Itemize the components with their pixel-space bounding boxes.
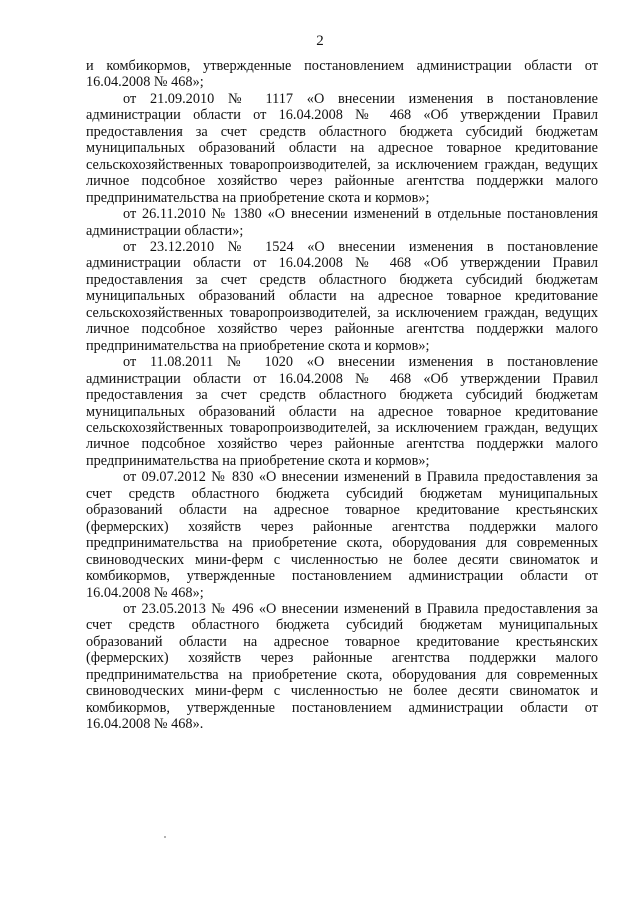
document-body (86, 58, 598, 733)
paragraph-continuation: и комбикормов, утвержденные постановлением администрации области от 16.04.2008 № 468»; (86, 58, 598, 91)
scan-speck (164, 836, 166, 838)
page-number: 2 (316, 33, 324, 49)
paragraph-decree-1117: от 21.09.2010 № 1117 «О внесении изменения в постановление администрации области от 16.04.2008 № 468 «Об утверждении Правил предоставления за счет средств областного бюджета субсидий бюджетам муниципальных образований области на адресное товарное кредитование сельскохозяйственных товаропроизводителей, за исключением граждан, ведущих личное подсобное хозяйство через районные агентства поддержки малого предпринимательства на приобретение скота и кормов»; (86, 90, 598, 206)
paragraph-decree-830: от 09.07.2012 № 830 «О внесении изменений в Правила предоставления за счет средств областного бюджета субсидий бюджетам муниципальных образований области на адресное товарное кредитование крестьянских (фермерских) хозяйств через районные агентства поддержки малого предпринимательства на приобретение скота, оборудования для современных свиноводческих мини-ферм с численностью не более десяти свиноматок и комбикормов, утвержденные постановлением администрации области от 16.04.2008 № 468»; (86, 469, 598, 601)
paragraph-decree-1524: от 23.12.2010 № 1524 «О внесении изменения в постановление администрации области от 16.04.2008 № 468 «Об утверждении Правил предоставления за счет средств областного бюджета субсидий бюджетам муниципальных образований области на адресное товарное кредитование сельскохозяйственных товаропроизводителей, за исключением граждан, ведущих личное подсобное хозяйство через районные агентства поддержки малого предпринимательства на приобретение скота и кормов»; (86, 238, 598, 354)
paragraph-decree-496: от 23.05.2013 № 496 «О внесении изменений в Правила предоставления за счет средств областного бюджета субсидий бюджетам муниципальных образований области на адресное товарное кредитование крестьянских (фермерских) хозяйств через районные агентства поддержки малого предпринимательства на приобретение скота, оборудования для современных свиноводческих мини-ферм с численностью не более десяти свиноматок и комбикормов, утвержденные постановлением администрации области от 16.04.2008 № 468». (86, 600, 598, 733)
paragraph-decree-1380: от 26.11.2010 № 1380 «О внесении изменений в отдельные постановления администрации области»; (86, 206, 598, 239)
paragraph-decree-1020: от 11.08.2011 № 1020 «О внесении изменения в постановление администрации области от 16.04.2008 № 468 «Об утверждении Правил предоставления за счет средств областного бюджета субсидий бюджетам муниципальных образований области на адресное товарное кредитование сельскохозяйственных товаропроизводителей, за исключением граждан, ведущих личное подсобное хозяйство через районные агентства поддержки малого предпринимательства на приобретение скота и кормов»; (86, 354, 598, 469)
